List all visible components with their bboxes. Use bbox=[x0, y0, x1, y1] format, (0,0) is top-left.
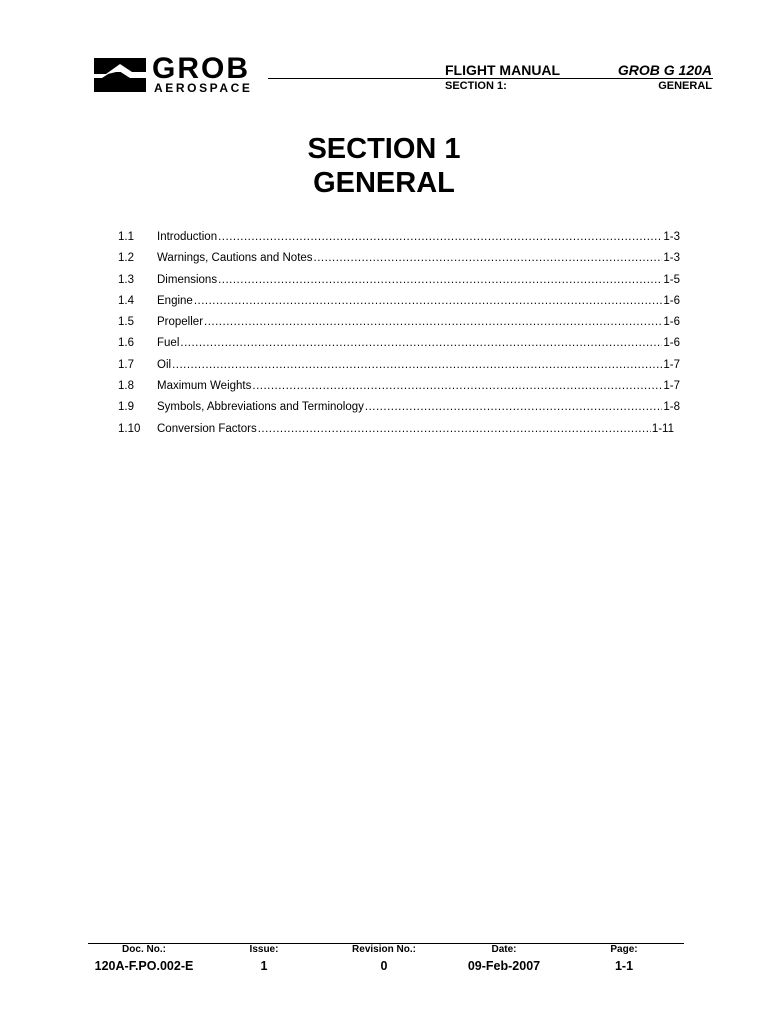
toc-leader bbox=[204, 312, 662, 333]
toc-entry[interactable] bbox=[118, 227, 680, 248]
toc-page: 1-8 bbox=[663, 401, 680, 414]
toc-page: 1-7 bbox=[663, 358, 680, 371]
logo-subtitle: AEROSPACE bbox=[154, 81, 253, 95]
footer-doc-value: 120A-F.PO.002-E bbox=[94, 959, 194, 973]
toc-number: 1.2 bbox=[118, 252, 134, 265]
footer-issue-value: 1 bbox=[260, 959, 268, 973]
toc-number: 1.1 bbox=[118, 231, 134, 243]
toc-number: 1.8 bbox=[118, 380, 134, 393]
toc-entry[interactable] bbox=[118, 397, 680, 418]
toc-title: Conversion Factors bbox=[157, 422, 257, 435]
toc-page: 1-11 bbox=[651, 422, 674, 435]
toc-number: 1.7 bbox=[118, 358, 134, 371]
logo-wordmark: GROB bbox=[152, 52, 250, 85]
footer-doc-label: Doc. No.: bbox=[122, 944, 166, 955]
toc-page: 1-6 bbox=[663, 294, 680, 307]
toc-entry[interactable] bbox=[118, 248, 680, 269]
footer-revision-label: Revision No.: bbox=[352, 944, 416, 955]
toc-number: 1.3 bbox=[118, 273, 134, 286]
toc-page: 1-5 bbox=[663, 273, 680, 286]
footer-date-value: 09-Feb-2007 bbox=[467, 959, 541, 973]
toc-title: Oil bbox=[157, 358, 172, 371]
toc-title: Engine bbox=[157, 294, 193, 307]
toc-number: 1.4 bbox=[118, 294, 134, 307]
footer-page-value: 1-1 bbox=[614, 959, 634, 973]
footer-revision-value: 0 bbox=[380, 959, 388, 973]
header-section-title: GENERAL bbox=[658, 80, 712, 92]
toc-page: 1-6 bbox=[663, 316, 680, 329]
toc-title: Maximum Weights bbox=[157, 380, 252, 393]
toc-entry[interactable] bbox=[118, 376, 680, 397]
toc-leader bbox=[365, 397, 662, 418]
footer-issue-label: Issue: bbox=[249, 944, 279, 955]
toc-entry[interactable] bbox=[118, 355, 680, 376]
footer-page-label: Page: bbox=[610, 944, 638, 955]
toc-number: 1.6 bbox=[118, 337, 134, 350]
toc-title: Warnings, Cautions and Notes bbox=[157, 252, 313, 265]
table-of-contents bbox=[118, 227, 680, 440]
toc-number: 1.5 bbox=[118, 316, 134, 329]
toc-entry[interactable] bbox=[118, 312, 680, 333]
toc-leader bbox=[194, 291, 663, 312]
toc-page: 1-7 bbox=[663, 380, 680, 393]
toc-number: 1.10 bbox=[118, 422, 141, 435]
header-rule bbox=[268, 78, 713, 79]
toc-title: Propeller bbox=[157, 316, 204, 329]
toc-entry[interactable] bbox=[118, 270, 680, 291]
toc-leader bbox=[218, 270, 662, 291]
toc-title: Introduction bbox=[157, 231, 218, 243]
toc-leader bbox=[180, 333, 662, 354]
toc-title: Dimensions bbox=[157, 273, 218, 286]
toc-page: 1-6 bbox=[663, 337, 680, 350]
footer-date-label: Date: bbox=[491, 944, 517, 955]
toc-title: Symbols, Abbreviations and Terminology bbox=[157, 401, 364, 414]
toc-leader bbox=[258, 419, 651, 440]
toc-leader bbox=[252, 376, 662, 397]
grob-logo-mark-icon bbox=[94, 58, 150, 94]
toc-entry[interactable] bbox=[118, 419, 674, 440]
header-aircraft-model: GROB G 120A bbox=[617, 62, 712, 78]
toc-leader bbox=[172, 355, 662, 376]
toc-number: 1.9 bbox=[118, 401, 134, 414]
page-title-section: SECTION 1 bbox=[307, 133, 461, 165]
grob-aerospace-logo bbox=[94, 52, 278, 96]
header-section-label: SECTION 1: bbox=[445, 80, 507, 92]
toc-leader bbox=[218, 227, 662, 248]
toc-leader bbox=[314, 248, 663, 269]
toc-page: 1-3 bbox=[663, 252, 680, 265]
header-manual-title: FLIGHT MANUAL bbox=[445, 62, 561, 78]
page-title-general: GENERAL bbox=[313, 167, 455, 199]
toc-entry[interactable] bbox=[118, 333, 680, 354]
toc-entry[interactable] bbox=[118, 291, 680, 312]
toc-page: 1-3 bbox=[663, 231, 680, 243]
toc-title: Fuel bbox=[157, 337, 180, 350]
